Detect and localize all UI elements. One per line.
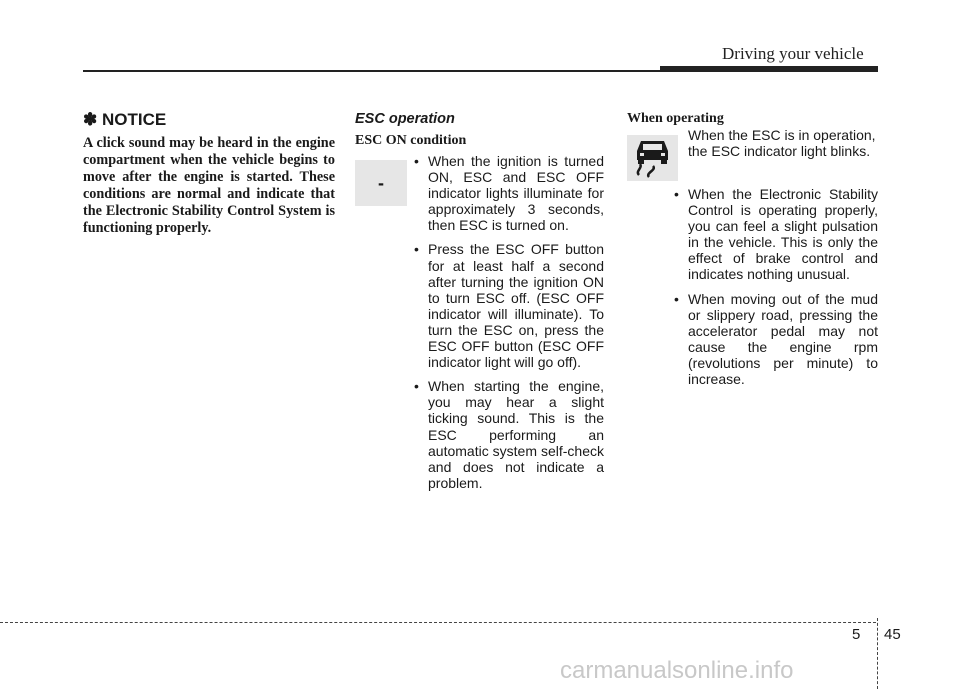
chapter-number: 5	[852, 626, 861, 643]
footer-rule	[0, 622, 876, 623]
notice-body: A click sound may be heard in the engine compartment when the vehicle begins to move after the engine is started. These conditions are normal and indicate that the Electronic Stability Control System is functioning properly.	[83, 135, 335, 236]
indicator-symbol: -	[378, 172, 384, 193]
list-item: • When starting the engine, you may hear a slight ticking sound. This is the ESC performing an automatic system self-check and does not indicate a problem.	[414, 378, 604, 491]
when-operating-bullet-list	[674, 186, 878, 395]
esc-on-bullet-list	[414, 153, 604, 499]
when-operating-intro: When the ESC is in operation, the ESC indicator light blinks.	[688, 127, 876, 160]
header-rule-bold	[660, 66, 878, 72]
list-item: • Press the ESC OFF button for at least half a second after turning the ignition ON to turn ESC off. (ESC OFF indicator will illuminate). To turn the ESC on, press the ESC OFF button (ESC OFF indicator light will go off).	[414, 241, 604, 370]
footer-divider	[877, 618, 878, 689]
notice-title: ✽ NOTICE	[83, 110, 167, 129]
watermark: carmanualsonline.info	[560, 657, 794, 684]
list-item: • When the Electronic Stability Control is operating properly, you can feel a slight pulsation in the vehicle. This is only the effect of brake control and indicates nothing unusual.	[674, 186, 878, 283]
esc-skid-car-icon	[627, 135, 678, 181]
esc-on-condition-heading: ESC ON condition	[355, 133, 467, 148]
when-operating-heading: When operating	[627, 111, 724, 126]
esc-indicator-placeholder	[355, 160, 407, 206]
header-rule	[83, 70, 663, 72]
page-number: 45	[884, 626, 901, 643]
list-item: • When moving out of the mud or slippery road, pressing the accelerator pedal may not cause the engine rpm (revolutions per minute) to increase.	[674, 291, 878, 388]
section-title: Driving your vehicle	[722, 44, 864, 63]
list-item: • When the ignition is turned ON, ESC and ESC OFF indicator lights illuminate for approximately 3 seconds, then ESC is turned on.	[414, 153, 604, 233]
esc-operation-heading: ESC operation	[355, 111, 455, 127]
